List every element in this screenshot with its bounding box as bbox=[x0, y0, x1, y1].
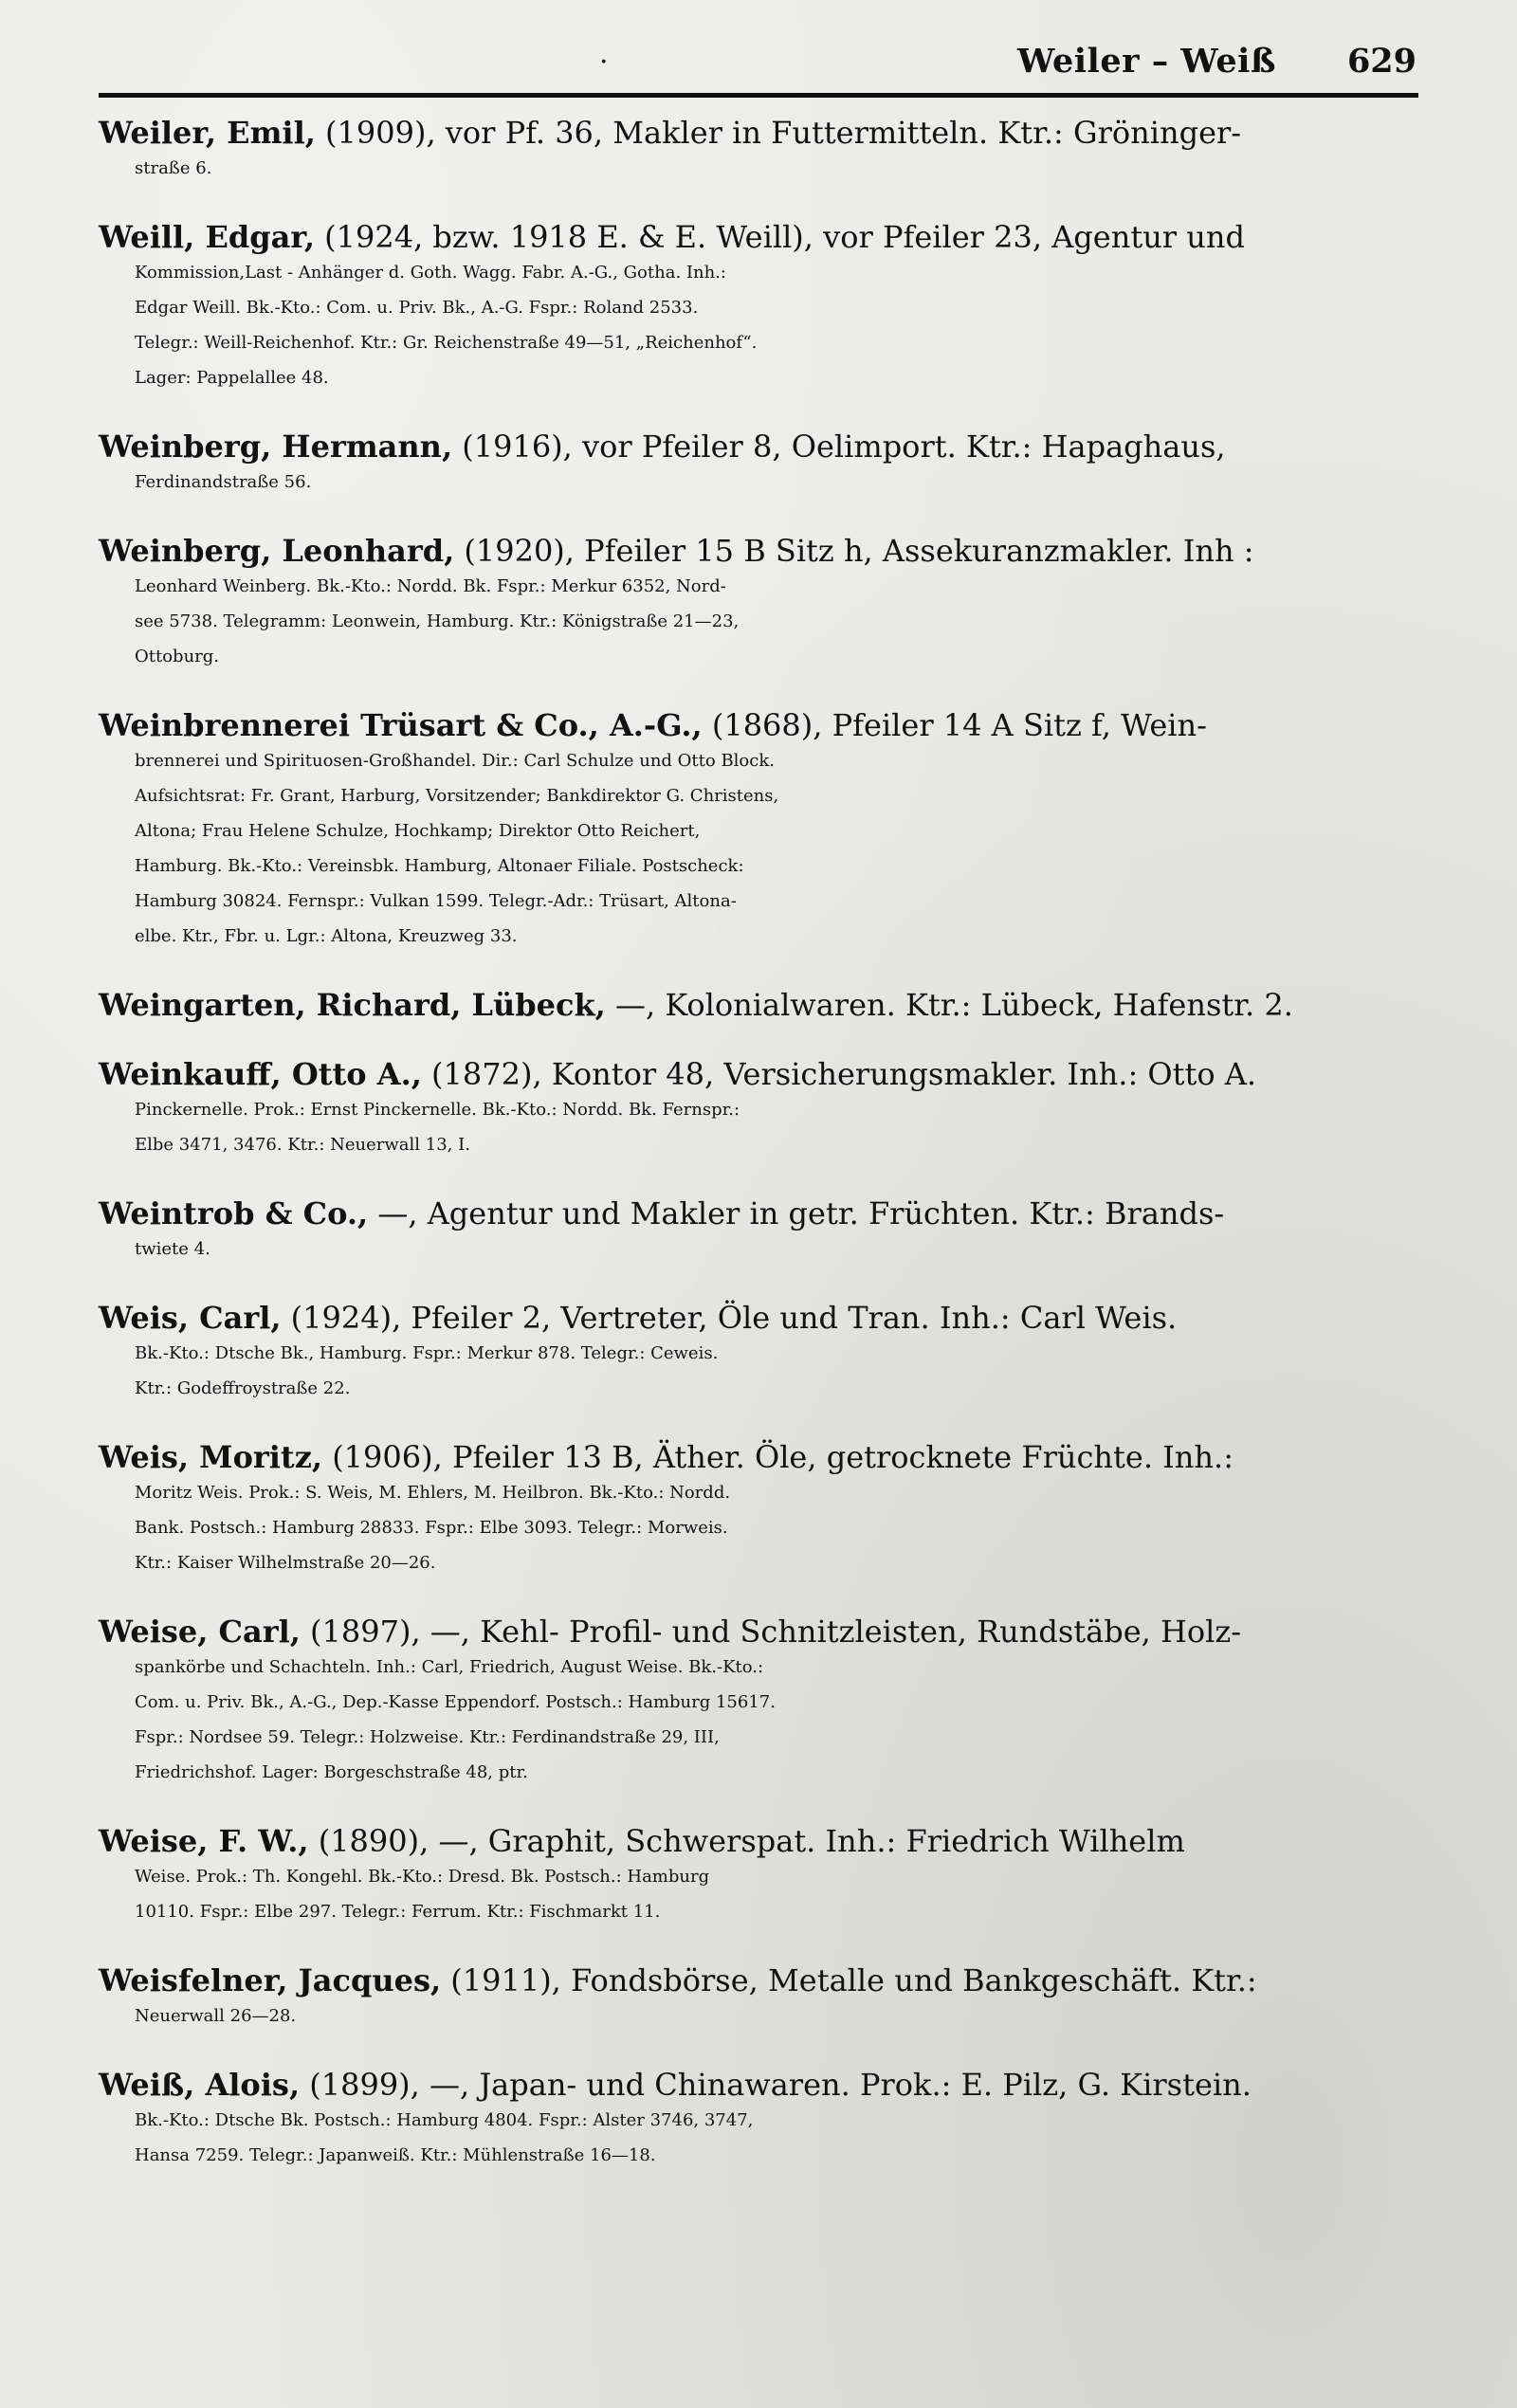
entry-line bbox=[99, 220, 1418, 255]
header-dot: · bbox=[599, 46, 609, 79]
entry-details: (1890), —, Graphit, Schwerspat. Inh.: Friedrich Wilhelm bbox=[308, 1823, 1185, 1859]
page-number: 629 bbox=[1346, 42, 1416, 81]
directory-entry bbox=[99, 220, 1418, 395]
entry-line: Ktr.: Godeffroystraße 22. bbox=[135, 1378, 351, 1398]
entry-details: —, Kolonialwaren. Ktr.: Lübeck, Hafenstr. 2. bbox=[605, 987, 1293, 1023]
entry-name: Weisfelner, Jacques, bbox=[99, 1962, 442, 1998]
entry-line: straße 6. bbox=[135, 158, 212, 178]
entry-name: Weintrob & Co., bbox=[99, 1195, 369, 1231]
entry-line: Bk.-Kto.: Dtsche Bk. Postsch.: Hamburg 4804. Fspr.: Alster 3746, 3747, bbox=[135, 2110, 754, 2130]
entry-line bbox=[99, 1301, 1418, 1336]
entry-line: Pinckernelle. Prok.: Ernst Pinckernelle. Bk.-Kto.: Nordd. Bk. Fernspr.: bbox=[135, 1100, 740, 1120]
directory-entry bbox=[99, 429, 1418, 500]
entry-name: Weinberg, Leonhard, bbox=[99, 533, 455, 569]
entry-details: (1872), Kontor 48, Versicherungsmakler. Inh.: Otto A. bbox=[421, 1056, 1257, 1092]
entry-line: Lager: Pappelallee 48. bbox=[135, 368, 329, 388]
directory-entry bbox=[99, 534, 1418, 674]
entry-details: —, Agentur und Makler in getr. Früchten. Ktr.: Brands- bbox=[368, 1195, 1225, 1231]
entry-name: Weinberg, Hermann, bbox=[99, 429, 453, 465]
entry-line bbox=[99, 2068, 1418, 2103]
entry-name: Weis, Moritz, bbox=[99, 1439, 323, 1475]
entry-line bbox=[99, 1057, 1418, 1092]
entry-line: Friedrichshof. Lager: Borgeschstraße 48, ptr. bbox=[135, 1762, 528, 1782]
directory-entry bbox=[99, 1440, 1418, 1580]
directory-entry bbox=[99, 708, 1418, 954]
directory-entry bbox=[99, 1301, 1418, 1406]
entry-line: brennerei und Spirituosen-Großhandel. Dir.: Carl Schulze und Otto Block. bbox=[135, 751, 775, 771]
entry-line: Neuerwall 26—28. bbox=[135, 2006, 297, 2026]
entry-name: Weinbrennerei Trüsart & Co., A.-G., bbox=[99, 707, 703, 743]
entry-line: Elbe 3471, 3476. Ktr.: Neuerwall 13, I. bbox=[135, 1135, 470, 1155]
entry-line bbox=[99, 1440, 1418, 1475]
entry-name: Weis, Carl, bbox=[99, 1300, 282, 1336]
entry-line: Fspr.: Nordsee 59. Telegr.: Holzweise. Ktr.: Ferdinandstraße 29, III, bbox=[135, 1727, 720, 1747]
directory-entry bbox=[99, 1824, 1418, 1929]
entry-line: 10110. Fspr.: Elbe 297. Telegr.: Ferrum. Ktr.: Fischmarkt 11. bbox=[135, 1902, 661, 1922]
entry-line bbox=[99, 1824, 1418, 1859]
entry-line: twiete 4. bbox=[135, 1239, 210, 1259]
header-rule bbox=[99, 93, 1418, 98]
entry-name: Weiß, Alois, bbox=[99, 2067, 301, 2103]
entry-details: (1909), vor Pf. 36, Makler in Futtermitteln. Ktr.: Gröninger- bbox=[315, 115, 1242, 151]
entry-details: (1911), Fondsbörse, Metalle und Bankgeschäft. Ktr.: bbox=[441, 1962, 1257, 1998]
directory-entry bbox=[99, 988, 1418, 1023]
entry-details: (1924, bzw. 1918 E. & E. Weill), vor Pfeiler 23, Agentur und bbox=[314, 219, 1245, 255]
entry-line: see 5738. Telegramm: Leonwein, Hamburg. Ktr.: Königstraße 21—23, bbox=[135, 611, 740, 631]
directory-entry bbox=[99, 1196, 1418, 1267]
entry-line: Kommission,Last - Anhänger d. Goth. Wagg. Fabr. A.-G., Gotha. Inh.: bbox=[135, 263, 726, 283]
entry-details: (1868), Pfeiler 14 A Sitz f, Wein- bbox=[702, 707, 1207, 743]
directory-entry bbox=[99, 1614, 1418, 1790]
entry-details: (1906), Pfeiler 13 B, Äther. Öle, getrocknete Früchte. Inh.: bbox=[322, 1439, 1234, 1475]
entry-line: Ktr.: Kaiser Wilhelmstraße 20—26. bbox=[135, 1553, 436, 1573]
entry-name: Weiler, Emil, bbox=[99, 115, 316, 151]
entry-line bbox=[99, 116, 1418, 151]
entry-line: Bk.-Kto.: Dtsche Bk., Hamburg. Fspr.: Merkur 878. Telegr.: Ceweis. bbox=[135, 1343, 719, 1363]
entry-line bbox=[99, 708, 1418, 743]
entry-line: Hamburg. Bk.-Kto.: Vereinsbk. Hamburg, Altonaer Filiale. Postscheck: bbox=[135, 856, 744, 876]
running-title: Weiler – Weiß bbox=[1017, 42, 1276, 81]
entry-name: Weinkauff, Otto A., bbox=[99, 1056, 422, 1092]
entry-name: Weingarten, Richard, Lübeck, bbox=[99, 987, 606, 1023]
entry-details: (1920), Pfeiler 15 B Sitz h, Assekuranzmakler. Inh : bbox=[454, 533, 1254, 569]
entry-line: Hamburg 30824. Fernspr.: Vulkan 1599. Telegr.-Adr.: Trüsart, Altona- bbox=[135, 891, 737, 911]
entry-line: Aufsichtsrat: Fr. Grant, Harburg, Vorsitzender; Bankdirektor G. Christens, bbox=[135, 786, 779, 806]
directory-entry bbox=[99, 2068, 1418, 2173]
entry-line: Com. u. Priv. Bk., A.-G., Dep.-Kasse Eppendorf. Postsch.: Hamburg 15617. bbox=[135, 1692, 776, 1712]
entry-line bbox=[99, 988, 1418, 1023]
directory-entry bbox=[99, 1057, 1418, 1162]
entry-line bbox=[99, 1196, 1418, 1231]
entry-line: spankörbe und Schachteln. Inh.: Carl, Friedrich, August Weise. Bk.-Kto.: bbox=[135, 1657, 764, 1677]
entry-line: Edgar Weill. Bk.-Kto.: Com. u. Priv. Bk., A.-G. Fspr.: Roland 2533. bbox=[135, 298, 699, 318]
entry-details: (1899), —, Japan- und Chinawaren. Prok.: E. Pilz, G. Kirstein. bbox=[300, 2067, 1252, 2103]
entry-list bbox=[99, 116, 1418, 2207]
entry-line: Weise. Prok.: Th. Kongehl. Bk.-Kto.: Dresd. Bk. Postsch.: Hamburg bbox=[135, 1867, 710, 1887]
entry-name: Weise, Carl, bbox=[99, 1614, 301, 1650]
entry-line: Ferdinandstraße 56. bbox=[135, 472, 312, 492]
entry-line: Telegr.: Weill-Reichenhof. Ktr.: Gr. Reichenstraße 49—51, „Reichenhof“. bbox=[135, 333, 758, 353]
entry-details: (1916), vor Pfeiler 8, Oelimport. Ktr.: Hapaghaus, bbox=[452, 429, 1226, 465]
entry-line: Hansa 7259. Telegr.: Japanweiß. Ktr.: Mühlenstraße 16—18. bbox=[135, 2145, 656, 2165]
entry-name: Weill, Edgar, bbox=[99, 219, 315, 255]
entry-details: (1924), Pfeiler 2, Vertreter, Öle und Tran. Inh.: Carl Weis. bbox=[281, 1300, 1178, 1336]
entry-line bbox=[99, 534, 1418, 569]
entry-line: Ottoburg. bbox=[135, 647, 220, 666]
entry-line: Bank. Postsch.: Hamburg 28833. Fspr.: Elbe 3093. Telegr.: Morweis. bbox=[135, 1518, 728, 1538]
page-header bbox=[99, 38, 1418, 91]
entry-line bbox=[99, 429, 1418, 465]
entry-line bbox=[99, 1614, 1418, 1650]
entry-line bbox=[99, 1963, 1418, 1998]
entry-line: Altona; Frau Helene Schulze, Hochkamp; Direktor Otto Reichert, bbox=[135, 821, 701, 841]
directory-entry bbox=[99, 116, 1418, 186]
directory-entry bbox=[99, 1963, 1418, 2034]
entry-line: Leonhard Weinberg. Bk.-Kto.: Nordd. Bk. Fspr.: Merkur 6352, Nord- bbox=[135, 576, 726, 596]
entry-details: (1897), —, Kehl- Profil- und Schnitzleisten, Rundstäbe, Holz- bbox=[300, 1614, 1242, 1650]
entry-name: Weise, F. W., bbox=[99, 1823, 309, 1859]
entry-line: elbe. Ktr., Fbr. u. Lgr.: Altona, Kreuzweg 33. bbox=[135, 926, 518, 946]
entry-line: Moritz Weis. Prok.: S. Weis, M. Ehlers, M. Heilbron. Bk.-Kto.: Nordd. bbox=[135, 1483, 731, 1503]
